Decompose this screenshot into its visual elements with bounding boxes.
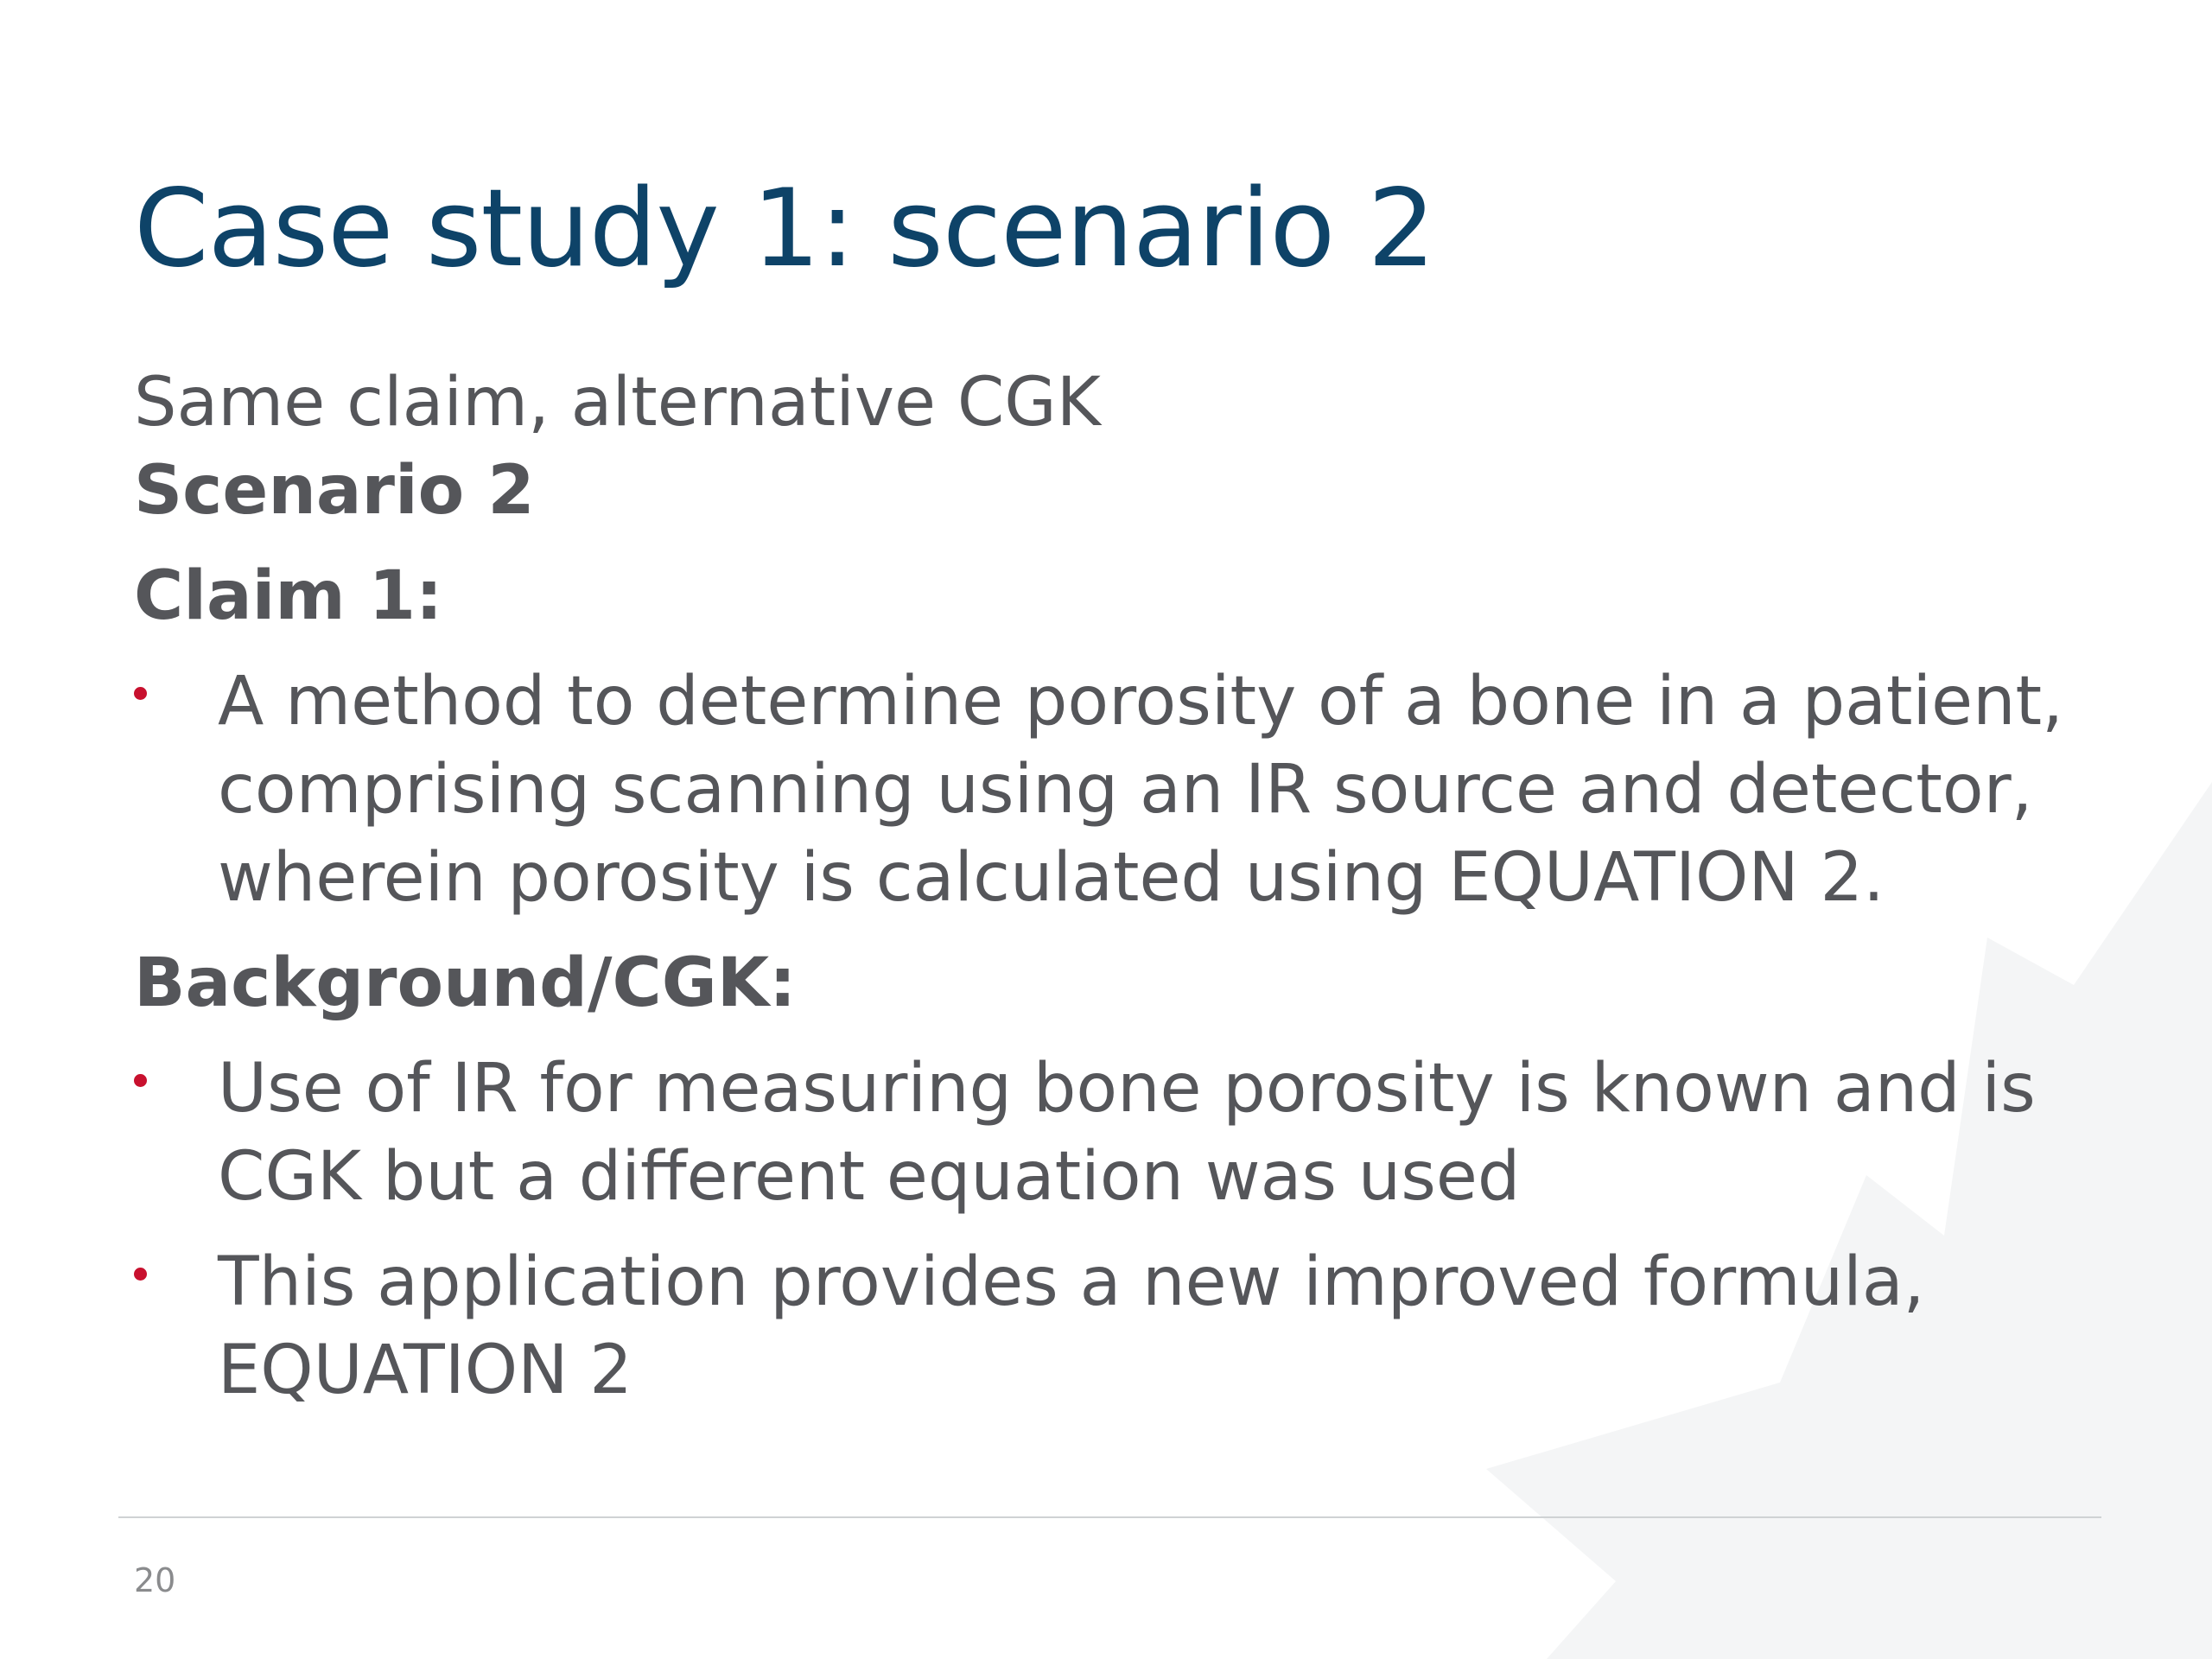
footer-divider: [118, 1516, 2101, 1518]
slide-body: [134, 359, 2104, 1414]
claim-list: [134, 658, 2104, 922]
background-bullet-text: This application provides a new improved formula, EQUATION 2: [218, 1243, 1925, 1409]
scenario-heading: Scenario 2: [134, 452, 535, 530]
page-number: 20: [134, 1561, 176, 1599]
background-bullet-text: Use of IR for measuring bone porosity is known and is CGK but a different equation was used: [218, 1050, 2036, 1216]
background-bullet: [134, 1238, 2104, 1414]
background-heading: Background/CGK:: [134, 944, 797, 1022]
claim-bullet: [134, 658, 2104, 922]
slide-subtitle: Same claim, alternative CGK: [134, 364, 1101, 442]
background-list: [134, 1045, 2104, 1414]
background-bullet: [134, 1045, 2104, 1221]
bullet-icon: [134, 1074, 147, 1087]
claim-bullet-text: A method to determine porosity of a bone in a patient, comprising scanning using an IR source and detector, wherein porosity is calculated using EQUATION 2.: [218, 663, 2063, 917]
bullet-icon: [134, 1268, 147, 1281]
bullet-icon: [134, 687, 147, 700]
claim-heading: Claim 1:: [134, 557, 443, 635]
slide-title: Case study 1: scenario 2: [134, 167, 1435, 291]
